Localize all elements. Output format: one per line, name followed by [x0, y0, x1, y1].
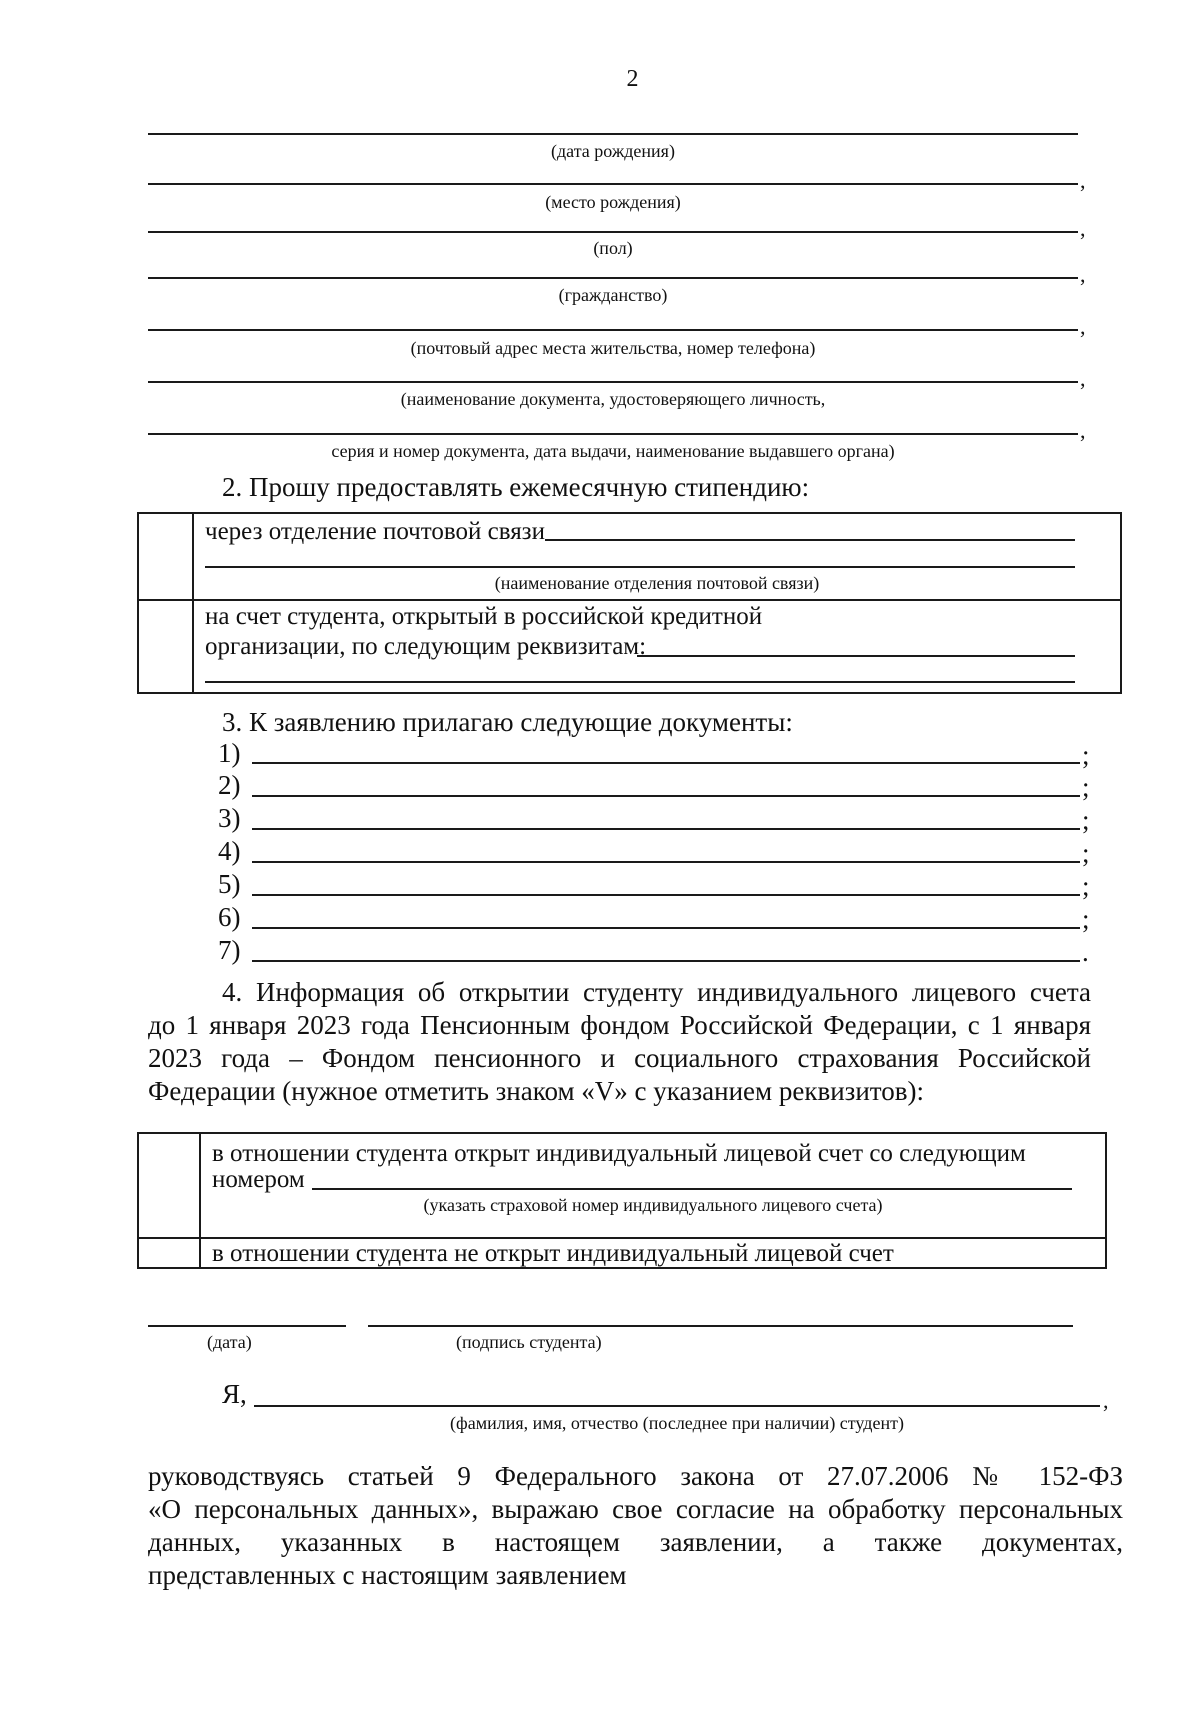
table-column-divider	[192, 512, 194, 694]
post-option-checkbox[interactable]	[139, 514, 191, 598]
citizenship-caption: (гражданство)	[558, 285, 668, 305]
comma: ,	[1080, 366, 1086, 391]
attachment-input-line[interactable]	[252, 960, 1080, 962]
attachment-label: 6)	[218, 902, 241, 932]
account-opened-label-line2: номером	[212, 1166, 305, 1193]
attachment-input-line[interactable]	[252, 795, 1080, 797]
table-row-divider	[137, 599, 1122, 601]
bank-details-input-line-2[interactable]	[205, 681, 1075, 683]
attachment-label: 2)	[218, 770, 241, 800]
account-opened-checkbox[interactable]	[139, 1134, 198, 1236]
post-option-label: через отделение почтовой связи	[205, 518, 545, 545]
account-opened-label-line1: в отношении студента открыт индивидуальный лицевой счет со следующим	[212, 1140, 1026, 1167]
attachment-input-line[interactable]	[252, 828, 1080, 830]
bank-details-input-line[interactable]	[637, 655, 1075, 657]
section2-heading: 2. Прошу предоставлять ежемесячную стипендию:	[222, 472, 810, 502]
section4-line1: 4. Информация об открытии студенту индивидуального лицевого счета	[222, 977, 1091, 1007]
bank-option-label-line2: организации, по следующим реквизитам:	[205, 633, 647, 660]
attachment-label: 3)	[218, 803, 241, 833]
attachment-input-line[interactable]	[252, 762, 1080, 764]
section4-line3: 2023 года – Фондом пенсионного и социального страхования Российской	[148, 1043, 1091, 1073]
birth-place-caption: (место рождения)	[545, 192, 681, 212]
citizenship-line[interactable]	[148, 277, 1078, 279]
attachment-end: ;	[1082, 740, 1090, 770]
attachment-label: 4)	[218, 836, 241, 866]
address-caption: (почтовый адрес места жительства, номер телефона)	[410, 338, 816, 358]
id-document-caption: (наименование документа, удостоверяющего личность,	[400, 389, 826, 409]
post-office-input-line[interactable]	[545, 539, 1075, 541]
id-details-line[interactable]	[148, 433, 1078, 435]
attachment-label: 1)	[218, 738, 241, 768]
attachment-label: 5)	[218, 869, 241, 899]
consent-line3: данных, указанных в настоящем заявлении, а также документах,	[148, 1527, 1123, 1557]
page-number: 2	[626, 66, 639, 92]
account-not-opened-checkbox[interactable]	[139, 1239, 198, 1267]
comma: ,	[1080, 418, 1086, 443]
section4-line4: Федерации (нужное отметить знаком «V» с указанием реквизитов):	[148, 1076, 924, 1106]
attachment-end: ;	[1082, 871, 1090, 901]
comma: ,	[1103, 1388, 1109, 1413]
attachment-label: 7)	[218, 935, 241, 965]
sex-caption: (пол)	[593, 238, 633, 258]
id-details-caption: серия и номер документа, дата выдачи, наименование выдавшего органа)	[331, 441, 895, 461]
attachment-end: ;	[1082, 772, 1090, 802]
consent-line1: руководствуясь статьей 9 Федерального закона от 27.07.2006 № 152-ФЗ	[148, 1461, 1123, 1491]
consent-ya: Я,	[222, 1379, 247, 1409]
attachment-end: ;	[1082, 838, 1090, 868]
comma: ,	[1080, 262, 1086, 287]
account-not-opened-label: в отношении студента не открыт индивидуальный лицевой счет	[212, 1240, 894, 1267]
id-document-line[interactable]	[148, 381, 1078, 383]
consent-line4: представленных с настоящим заявлением	[148, 1560, 627, 1590]
snils-input-line[interactable]	[312, 1188, 1072, 1190]
bank-option-checkbox[interactable]	[139, 601, 191, 692]
date-input-line[interactable]	[148, 1325, 346, 1327]
attachment-end: ;	[1082, 904, 1090, 934]
bank-option-label-line1: на счет студента, открытый в российской кредитной	[205, 603, 763, 630]
comma: ,	[1080, 314, 1086, 339]
date-caption: (дата)	[207, 1332, 252, 1352]
fio-input-line[interactable]	[254, 1405, 1100, 1407]
birth-place-line[interactable]	[148, 183, 1078, 185]
comma: ,	[1080, 168, 1086, 193]
comma: ,	[1080, 216, 1086, 241]
post-office-input-line-2[interactable]	[205, 566, 1075, 568]
address-line[interactable]	[148, 329, 1078, 331]
snils-caption: (указать страховой номер индивидуального лицевого счета)	[423, 1195, 883, 1215]
signature-input-line[interactable]	[368, 1325, 1073, 1327]
post-office-caption: (наименование отделения почтовой связи)	[494, 573, 820, 593]
attachment-end: ;	[1082, 805, 1090, 835]
attachment-input-line[interactable]	[252, 861, 1080, 863]
section3-heading: 3. К заявлению прилагаю следующие документы:	[222, 707, 793, 737]
table-row-divider	[137, 1237, 1107, 1239]
consent-line2: «О персональных данных», выражаю свое согласие на обработку персональных	[148, 1494, 1123, 1524]
sex-line[interactable]	[148, 231, 1078, 233]
attachment-end: .	[1082, 937, 1089, 967]
birth-date-caption: (дата рождения)	[551, 141, 675, 161]
attachment-input-line[interactable]	[252, 927, 1080, 929]
fio-caption: (фамилия, имя, отчество (последнее при наличии) студент)	[450, 1413, 904, 1433]
signature-caption: (подпись студента)	[456, 1332, 602, 1352]
birth-date-line[interactable]	[148, 133, 1078, 135]
section4-line2: до 1 января 2023 года Пенсионным фондом Российской Федерации, с 1 января	[148, 1010, 1091, 1040]
attachment-input-line[interactable]	[252, 894, 1080, 896]
